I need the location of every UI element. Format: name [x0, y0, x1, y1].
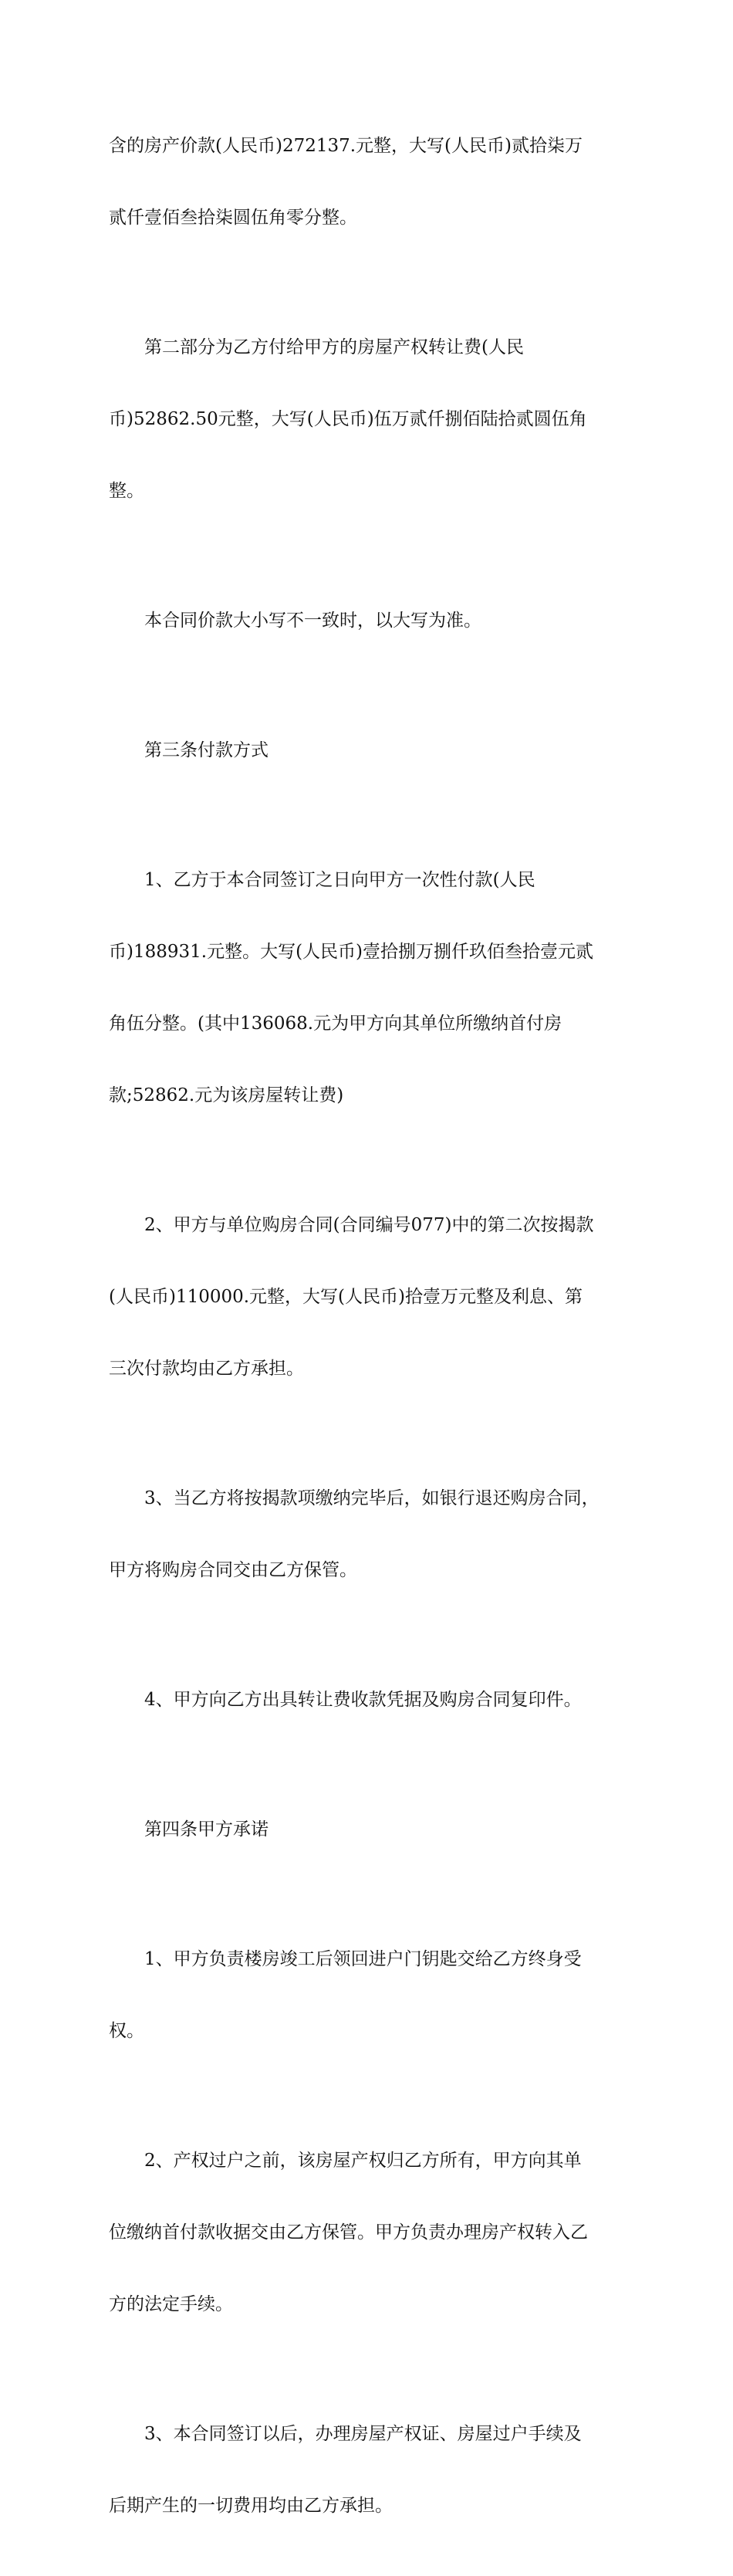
- text-line: 币)188931.元整。大写(人民币)壹拾捌万捌仟玖佰叁拾壹元贰: [109, 942, 594, 962]
- text-line: 后期产生的一切费用均由乙方承担。: [109, 2496, 393, 2516]
- text-line: 方的法定手续。: [109, 2294, 233, 2314]
- paragraph-price-continuation: [109, 86, 633, 278]
- paragraph-transfer-fee: [109, 288, 633, 551]
- text-line: 4、甲方向乙方出具转让费收款凭据及购房合同复印件。: [144, 1690, 582, 1710]
- section-heading-payment-method: [109, 691, 633, 811]
- text-line: 位缴纳首付款收据交由乙方保管。甲方负责办理房产权转入乙: [109, 2222, 588, 2243]
- text-line: 贰仟壹佰叁拾柒圆伍角零分整。: [109, 208, 357, 228]
- commitment-item-1: [109, 1900, 633, 2091]
- paragraph-amount-rule: [109, 561, 633, 681]
- text-line: 2、产权过户之前，该房屋产权归乙方所有，甲方向其单: [144, 2151, 582, 2171]
- payment-item-1: [109, 821, 633, 1156]
- text-line: 1、甲方负责楼房竣工后领回进户门钥匙交给乙方终身受: [144, 1949, 582, 1969]
- text-line: 款;52862.元为该房屋转让费): [109, 1085, 344, 1105]
- commitment-item-3: [109, 2375, 633, 2566]
- text-line: 整。: [109, 481, 144, 501]
- text-line: 权。: [109, 2021, 144, 2041]
- text-line: 角伍分整。(其中136068.元为甲方向其单位所缴纳首付房: [109, 1014, 562, 1034]
- document-body: [109, 86, 633, 2576]
- commitment-item-2: [109, 2101, 633, 2364]
- section-heading: 第三条付款方式: [144, 740, 269, 760]
- text-line: 币)52862.50元整，大写(人民币)伍万贰仟捌佰陆拾贰圆伍角: [109, 409, 587, 429]
- text-line: 甲方将购房合同交由乙方保管。: [109, 1560, 357, 1580]
- text-line: 3、本合同签订以后，办理房屋产权证、房屋过户手续及: [144, 2424, 582, 2444]
- text-line: 3、当乙方将按揭款项缴纳完毕后，如银行退还购房合同，: [144, 1488, 600, 1508]
- text-line: 1、乙方于本合同签订之日向甲方一次性付款(人民: [144, 870, 535, 890]
- payment-item-4: [109, 1640, 633, 1760]
- text-line: 第二部分为乙方付给甲方的房屋产权转让费(人民: [144, 337, 524, 357]
- payment-item-3: [109, 1439, 633, 1630]
- payment-item-2: [109, 1166, 633, 1429]
- text-line: (人民币)110000.元整，大写(人民币)拾壹万元整及利息、第: [109, 1287, 583, 1307]
- section-heading-party-a-commitment: [109, 1770, 633, 1890]
- text-line: 2、甲方与单位购房合同(合同编号077)中的第二次按揭款: [144, 1215, 594, 1235]
- text-line: 本合同价款大小写不一致时，以大写为准。: [144, 611, 481, 631]
- section-heading: 第四条甲方承诺: [144, 1819, 269, 1840]
- text-line: 含的房产价款(人民币)272137.元整，大写(人民币)贰拾柒万: [109, 136, 583, 156]
- text-line: 三次付款均由乙方承担。: [109, 1359, 304, 1379]
